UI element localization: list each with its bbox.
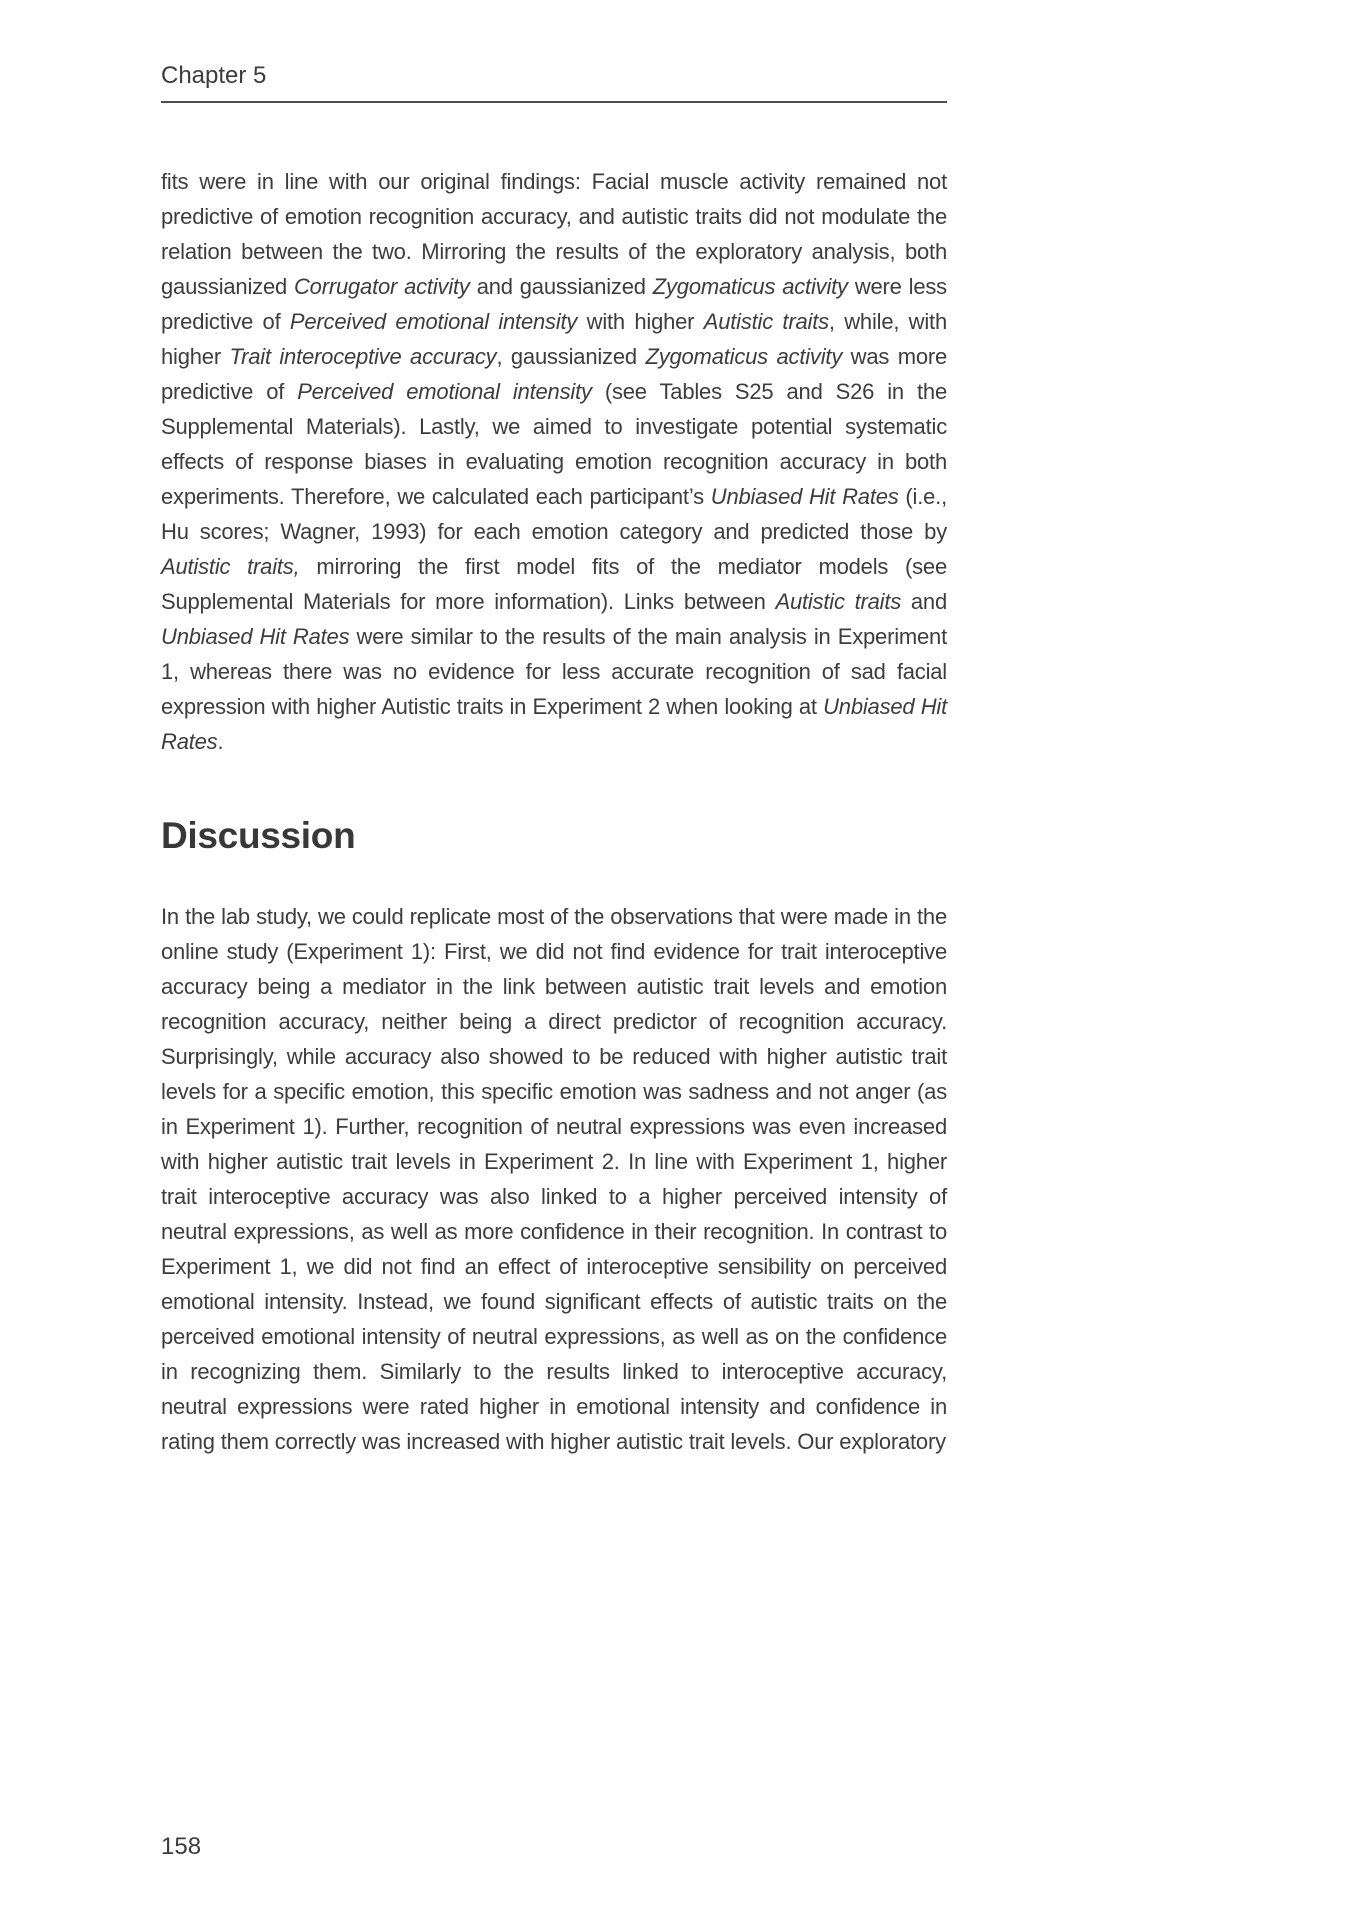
section-heading-discussion: Discussion	[161, 815, 356, 856]
chapter-label: Chapter 5	[161, 62, 267, 89]
page-footer	[161, 1833, 201, 1861]
paragraph-results-continued: fits were in line with our original findings: Facial muscle activity remained not predictive of emotion recognition accuracy, and autistic traits did not modulate the relation between the two. Mirroring the results of the exploratory analysis, both gaussianized Corrugator activity and gaussianized Zygomaticus activity were less predictive of Perceived emotional intensity with higher Autistic traits, while, with higher Trait interoceptive accuracy, gaussianized Zygomaticus activity was more predictive of Perceived emotional intensity (see Tables S25 and S26 in the Supplemental Materials). Lastly, we aimed to investigate potential systematic effects of response biases in evaluating emotion recognition accuracy in both experiments. Therefore, we calculated each participant’s Unbiased Hit Rates (i.e., Hu scores; Wagner, 1993) for each emotion category and predicted those by Autistic traits, mirroring the first model fits of the mediator models (see Supplemental Materials for more information). Links between Autistic traits and Unbiased Hit Rates were similar to the results of the main analysis in Experiment 1, whereas there was no evidence for less accurate recognition of sad facial expression with higher Autistic traits in Experiment 2 when looking at Unbiased Hit Rates.	[161, 169, 948, 754]
page-content	[161, 164, 947, 1459]
running-header	[161, 62, 947, 103]
paragraph-discussion: In the lab study, we could replicate most of the observations that were made in the online study (Experiment 1): First, we did not find evidence for trait interoceptive accuracy being a mediator in the link between autistic trait levels and emotion recognition accuracy, neither being a direct predictor of recognition accuracy. Surprisingly, while accuracy also showed to be reduced with higher autistic trait levels for a specific emotion, this specific emotion was sadness and not anger (as in Experiment 1). Further, recognition of neutral expressions was even increased with higher autistic trait levels in Experiment 2. In line with Experiment 1, higher trait interoceptive accuracy was also linked to a higher perceived intensity of neutral expressions, as well as more confidence in their recognition. In contrast to Experiment 1, we did not find an effect of interoceptive sensibility on perceived emotional intensity. Instead, we found significant effects of autistic traits on the perceived emotional intensity of neutral expressions, as well as on the confidence in recognizing them. Similarly to the results linked to interoceptive accuracy, neutral expressions were rated higher in emotional intensity and confidence in rating them correctly was increased with higher autistic trait levels. Our exploratory	[161, 904, 947, 1454]
header-rule	[161, 101, 947, 103]
page-number: 158	[161, 1833, 202, 1860]
